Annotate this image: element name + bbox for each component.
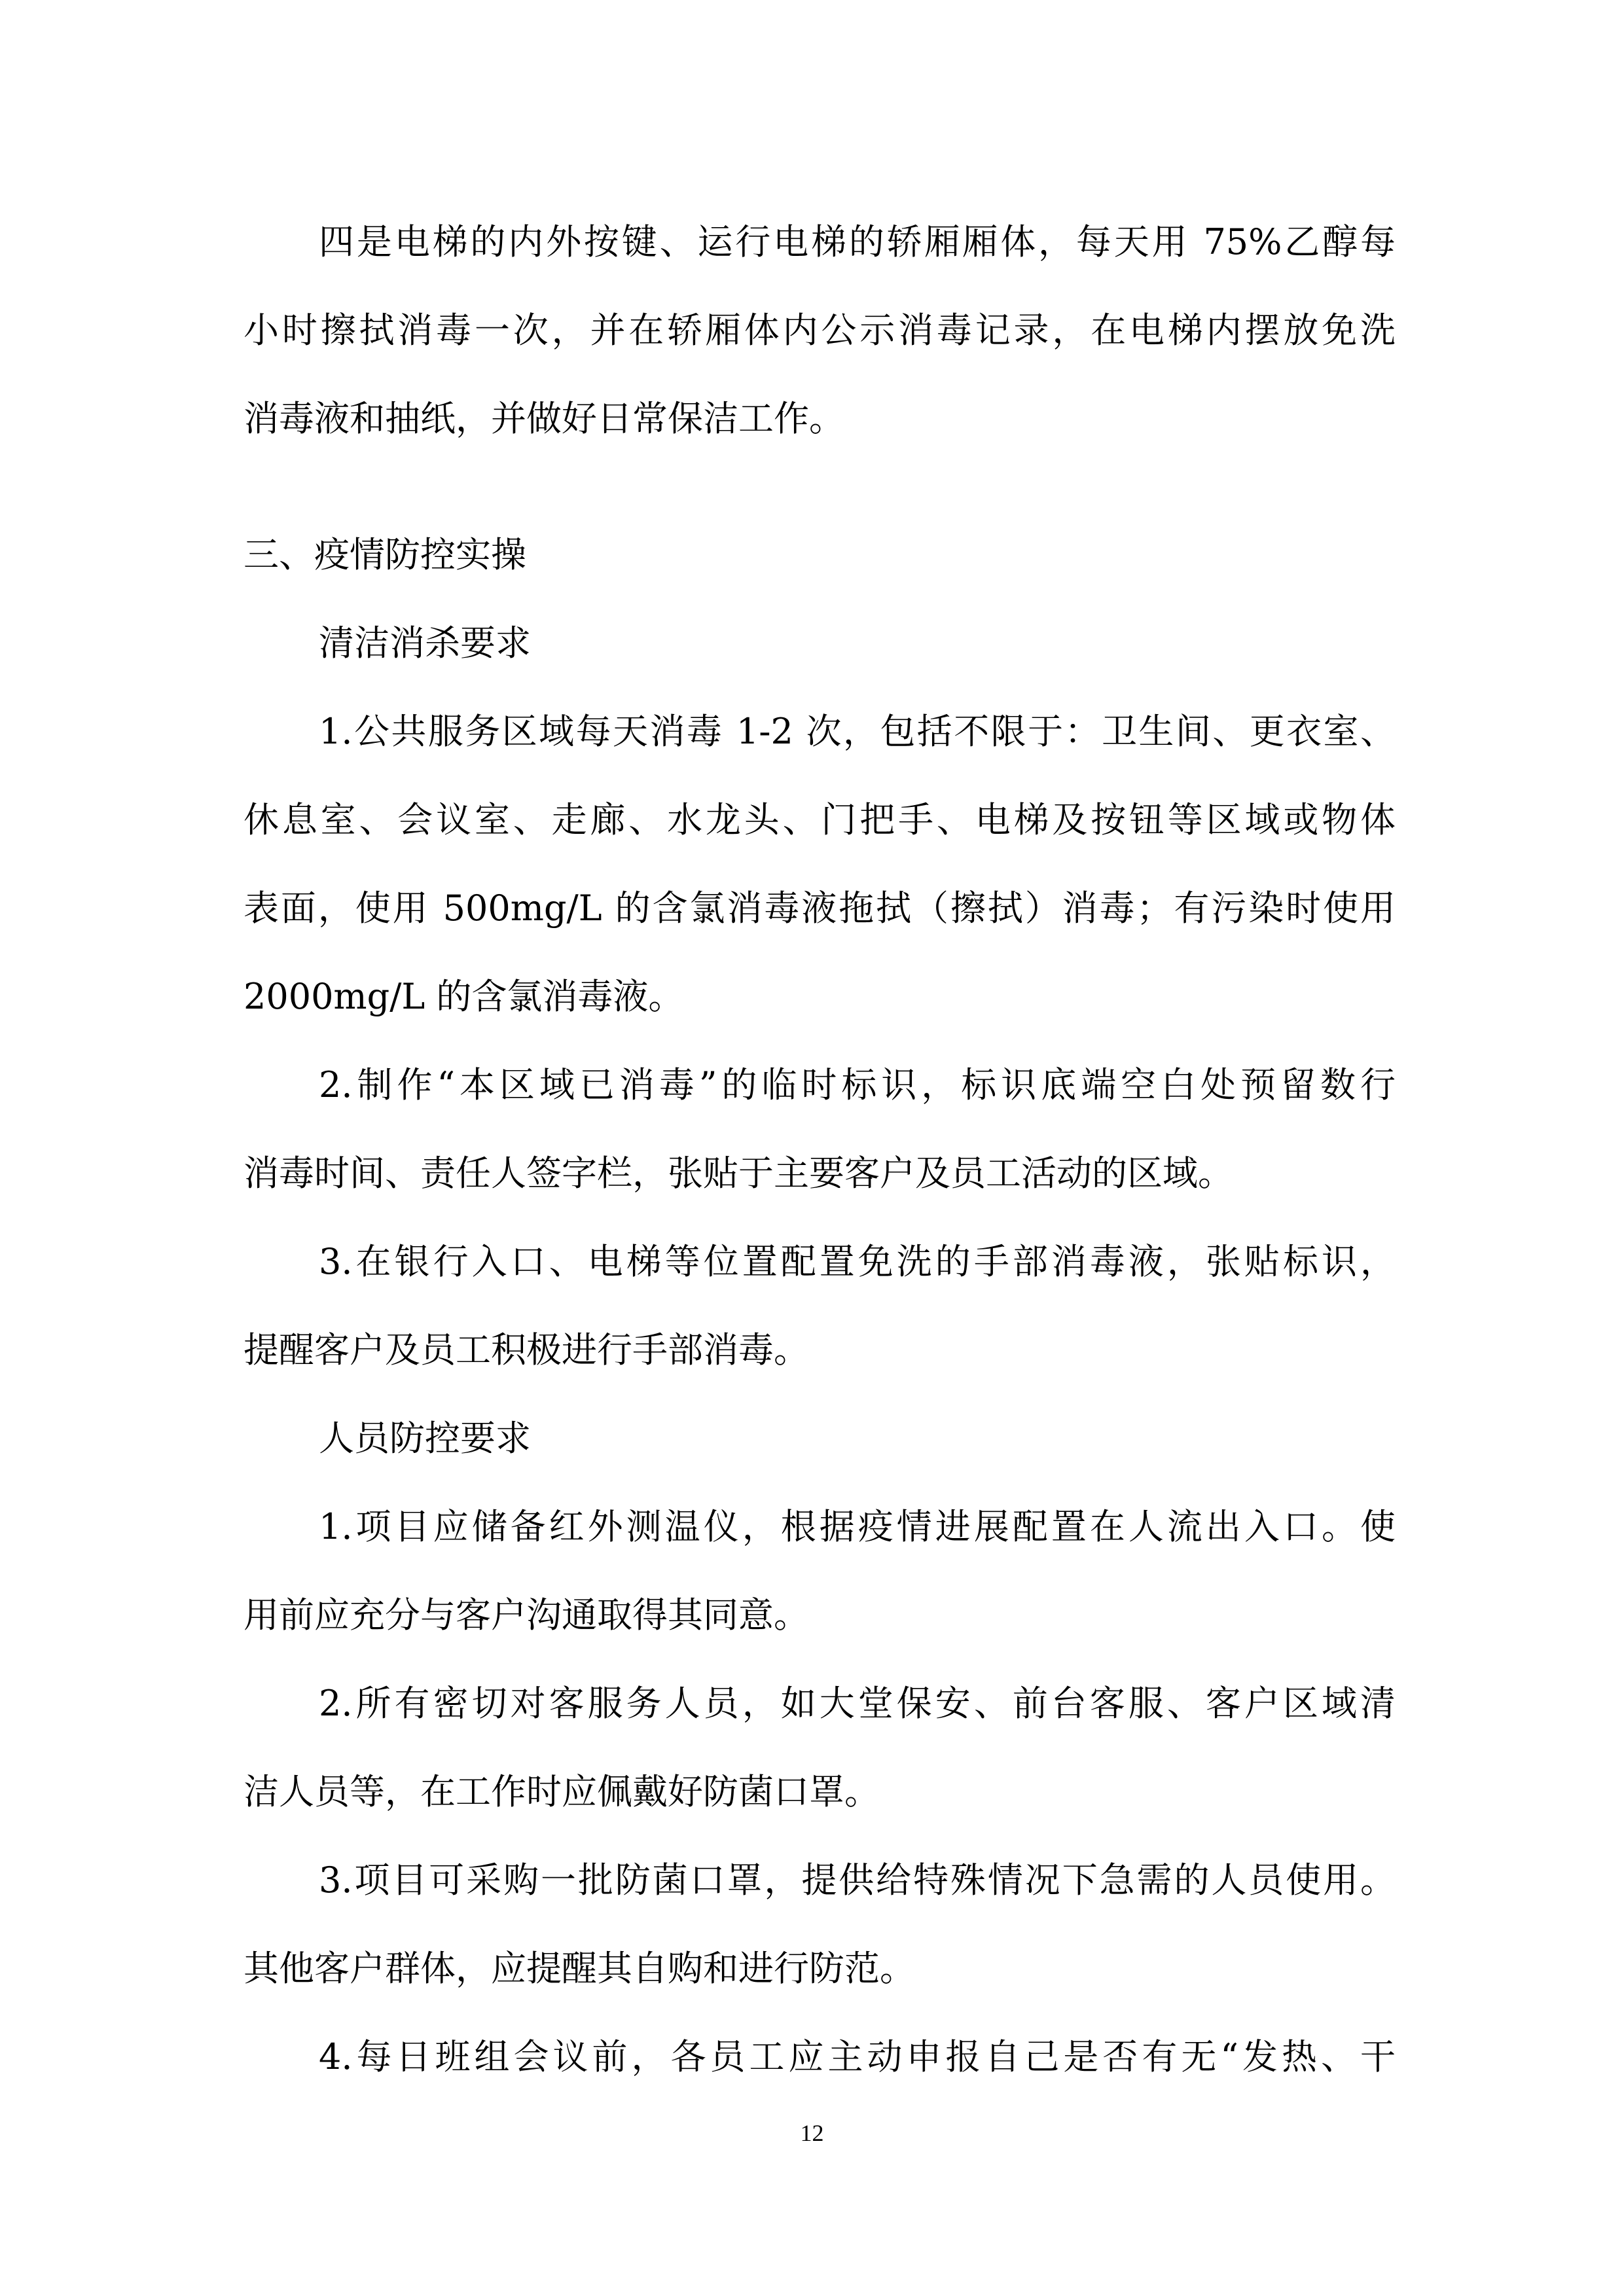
cleaning-item-1-line-4: 2000mg/L 的含氯消毒液。 <box>244 976 684 1017</box>
cleaning-item-2-line-1: 2.制作“本区域已消毒”的临时标识，标识底端空白处预留数行 <box>319 1064 1396 1105</box>
personnel-item-2-line-2: 洁人员等，在工作时应佩戴好防菌口罩。 <box>244 1771 880 1812</box>
section-heading-epidemic-control: 三、疫情防控实操 <box>244 534 526 575</box>
page-number: 12 <box>800 2120 824 2146</box>
personnel-item-3-line-1: 3.项目可采购一批防菌口罩，提供给特殊情况下急需的人员使用。 <box>319 1859 1396 1901</box>
cleaning-item-3-line-1: 3.在银行入口、电梯等位置配置免洗的手部消毒液，张贴标识， <box>319 1241 1396 1282</box>
paragraph-elevator-line-2: 小时擦拭消毒一次，并在轿厢体内公示消毒记录，在电梯内摆放免洗 <box>244 310 1396 351</box>
cleaning-item-1-line-2: 休息室、会议室、走廊、水龙头、门把手、电梯及按钮等区域或物体 <box>244 799 1396 840</box>
personnel-item-3-line-2: 其他客户群体，应提醒其自购和进行防范。 <box>244 1948 915 1989</box>
cleaning-item-3-line-2: 提醒客户及员工积极进行手部消毒。 <box>244 1329 809 1371</box>
personnel-item-1-line-1: 1.项目应储备红外测温仪，根据疫情进展配置在人流出入口。使 <box>319 1506 1396 1547</box>
paragraph-elevator-line-1: 四是电梯的内外按键、运行电梯的轿厢厢体，每天用 75%乙醇每 <box>319 221 1396 262</box>
cleaning-item-1-line-3: 表面，使用 500mg/L 的含氯消毒液拖拭（擦拭）消毒；有污染时使用 <box>244 888 1396 929</box>
paragraph-elevator-line-3: 消毒液和抽纸，并做好日常保洁工作。 <box>244 398 844 439</box>
subheading-cleaning-requirements: 清洁消杀要求 <box>319 622 531 664</box>
cleaning-item-1-line-1: 1.公共服务区域每天消毒 1-2 次，包括不限于：卫生间、更衣室、 <box>319 711 1396 752</box>
personnel-item-1-line-2: 用前应充分与客户沟通取得其同意。 <box>244 1594 809 1636</box>
subheading-personnel-requirements: 人员防控要求 <box>319 1418 531 1459</box>
personnel-item-2-line-1: 2.所有密切对客服务人员，如大堂保安、前台客服、客户区域清 <box>319 1683 1396 1724</box>
personnel-item-4-line-1: 4.每日班组会议前，各员工应主动申报自己是否有无“发热、干 <box>319 2036 1396 2077</box>
cleaning-item-2-line-2: 消毒时间、责任人签字栏，张贴于主要客户及员工活动的区域。 <box>244 1153 1233 1194</box>
